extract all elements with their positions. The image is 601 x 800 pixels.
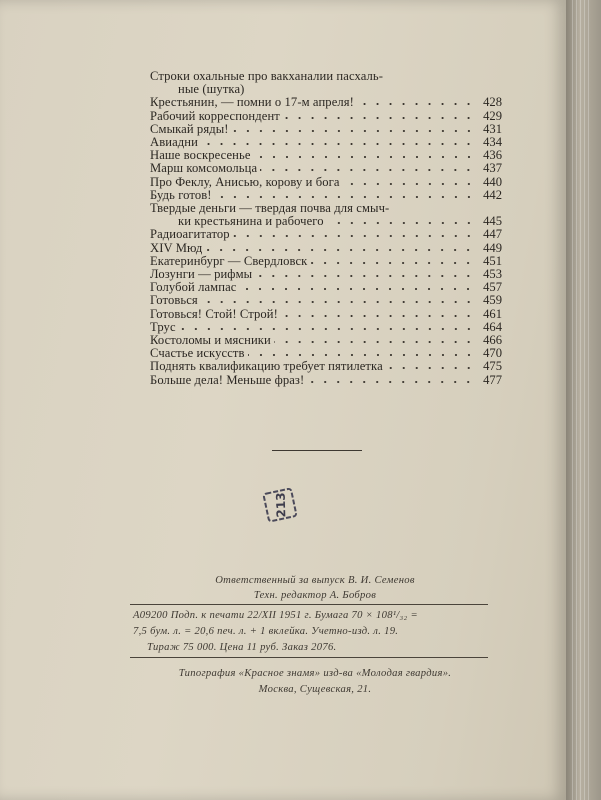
toc-leader-dots xyxy=(343,176,475,186)
toc-leader-dots xyxy=(239,281,475,291)
toc-leader-dots xyxy=(281,308,475,318)
toc-entry xyxy=(150,176,502,189)
toc-leader-dots xyxy=(386,360,475,370)
svg-text:213: 213 xyxy=(273,492,289,518)
toc-entry-title: Рабочий корреспондент xyxy=(150,108,280,123)
toc-entry-title: Авиадни xyxy=(150,135,198,150)
printer-line-2: Москва, Сущевская, 21. xyxy=(258,684,372,695)
toc-entry-title: Костоломы и мясники xyxy=(150,333,271,348)
toc-entry-title: Радиоагитатор xyxy=(150,227,230,242)
toc-entry xyxy=(150,123,502,136)
toc-entry-title: Строки охальные про вакханалии пасхаль- xyxy=(150,69,384,83)
tech-editor-line: Техн. редактор А. Бобров xyxy=(253,590,377,601)
imprint-line-3: Тираж 75 000. Цена 11 руб. Заказ 2076. xyxy=(147,642,337,653)
toc-entry-title: Крестьянин, — помни о 17-м апреля! xyxy=(150,95,354,110)
toc-leader-dots xyxy=(260,162,475,172)
toc-entry-title: Про Феклу, Анисью, корову и бога xyxy=(150,174,340,189)
toc-leader-dots xyxy=(307,374,475,384)
toc-page-number: 447 xyxy=(483,227,502,242)
toc-page-number: 437 xyxy=(483,161,502,176)
toc-page-number: 434 xyxy=(483,135,502,150)
toc-page-number: 461 xyxy=(483,306,502,321)
responsible-line: Ответственный за выпуск В. И. Семенов xyxy=(215,575,415,586)
toc-leader-dots xyxy=(233,228,475,238)
toc-page-number: 429 xyxy=(483,108,502,123)
toc-page-number: 451 xyxy=(483,253,502,268)
toc-entry-title: ки крестьянина и рабочего xyxy=(178,214,324,229)
toc-entry-title: Трус xyxy=(150,319,176,334)
library-stamp xyxy=(259,484,302,527)
imprint-rule-top xyxy=(130,604,488,605)
toc-entry-title: Будь готов! xyxy=(150,187,212,202)
toc-page-number: 428 xyxy=(483,95,502,110)
toc-entry xyxy=(150,228,502,241)
toc-entry xyxy=(150,294,502,307)
toc-entry-title: Марш комсомольца xyxy=(150,161,258,176)
toc-entry-title: Екатеринбург — Свердловск xyxy=(150,253,308,268)
toc-leader-dots xyxy=(274,334,475,344)
imprint-line-2: 7,5 бум. л. = 20,6 печ. л. + 1 вклейка. Учетно-изд. л. 19. xyxy=(133,626,399,637)
toc-entry xyxy=(150,374,502,387)
toc-entry-title: Наше воскресенье xyxy=(150,148,251,163)
page-edge-texture xyxy=(572,0,592,800)
toc-page-number: 453 xyxy=(483,267,502,282)
toc-leader-dots xyxy=(254,149,475,159)
toc-entry-title: Счастье искусств xyxy=(150,346,245,361)
toc-leader-dots xyxy=(310,255,475,265)
toc-leader-dots xyxy=(205,242,475,252)
section-divider xyxy=(272,450,362,451)
toc-page-number: 475 xyxy=(483,359,502,374)
toc-page-number: 431 xyxy=(483,121,502,136)
toc-leader-dots xyxy=(327,215,475,225)
toc-entry-title: Готовься xyxy=(150,293,198,308)
toc-entry xyxy=(150,281,502,294)
toc-page-number: 436 xyxy=(483,148,502,163)
toc-leader-dots xyxy=(248,347,475,357)
toc-entry xyxy=(150,242,502,255)
toc-entry-title: Смыкай ряды! xyxy=(150,121,229,136)
toc-entry-title: Больше дела! Меньше фраз! xyxy=(150,372,305,387)
toc-entry xyxy=(150,360,502,373)
toc-page-number: 466 xyxy=(483,333,502,348)
toc-entry-title: XIV Мюд xyxy=(150,240,203,255)
toc-entry-title: Готовься! Стой! Строй! xyxy=(150,306,278,321)
toc-page-number: 442 xyxy=(483,187,502,202)
toc-page-number: 449 xyxy=(483,240,502,255)
imprint-line-1: А09200 Подп. к печати 22/XII 1951 г. Бумага 70 × 108¹/₃₂ = xyxy=(133,610,418,621)
toc-page-number: 440 xyxy=(483,174,502,189)
toc-entry xyxy=(150,96,502,109)
toc-page-number: 445 xyxy=(483,214,502,229)
toc-leader-dots xyxy=(179,321,475,331)
toc-page-number: 470 xyxy=(483,346,502,361)
toc-leader-dots xyxy=(232,123,475,133)
toc-leader-dots xyxy=(255,268,475,278)
table-of-contents xyxy=(150,70,502,387)
toc-entry xyxy=(150,162,502,175)
toc-entry-title: Поднять квалификацию требует пятилетка xyxy=(150,359,383,374)
toc-page-number: 464 xyxy=(483,319,502,334)
toc-leader-dots xyxy=(283,110,475,120)
toc-page-number: 459 xyxy=(483,293,502,308)
toc-leader-dots xyxy=(357,96,475,106)
toc-entry xyxy=(150,308,502,321)
toc-entry-title: Лозунги — рифмы xyxy=(150,267,253,282)
toc-entry-title: Голубой лампас xyxy=(150,280,237,295)
toc-leader-dots xyxy=(201,136,475,146)
toc-leader-dots xyxy=(201,294,475,304)
toc-leader-dots xyxy=(215,189,475,199)
toc-entry-title: ные (шутка) xyxy=(178,82,245,97)
toc-page-number: 457 xyxy=(483,280,502,295)
toc-entry-title: Твердые деньги — твердая почва для смыч- xyxy=(150,201,390,216)
printer-line-1: Типография «Красное знамя» изд-ва «Молодая гвардия». xyxy=(178,668,452,679)
imprint-rule-bottom xyxy=(130,657,488,658)
toc-entry xyxy=(150,110,502,123)
toc-page-number: 477 xyxy=(483,372,502,387)
